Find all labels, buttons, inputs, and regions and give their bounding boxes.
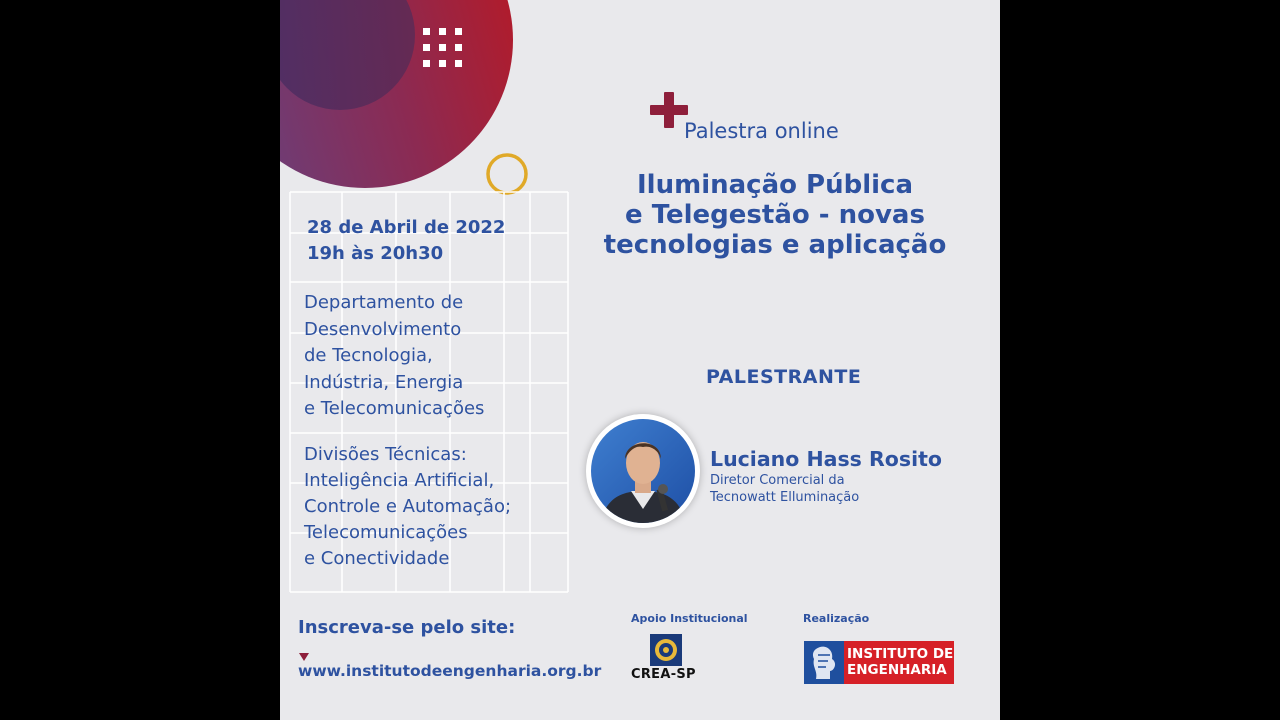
department-line: Departamento de [304,292,464,313]
event-datetime [307,215,547,267]
divisions-line: Inteligência Artificial, [304,470,495,491]
arrow-down-icon [299,653,309,661]
signup-label: Inscreva-se pelo site: [298,617,516,638]
divisions-line: Controle e Automação; [304,496,512,517]
talk-title [570,170,980,260]
support-name: CREA-SP [631,667,696,682]
event-poster [280,0,1000,720]
speaker-role-line: Diretor Comercial da [710,473,845,488]
department-line: Indústria, Energia [304,371,464,393]
department-block [304,290,564,423]
talk-title-line: Iluminação Pública [637,170,913,200]
department-line: e Telecomunicações [304,398,485,419]
event-date: 28 de Abril de 2022 [307,217,506,238]
speaker-name: Luciano Hass Rosito [710,447,942,471]
speaker-section-label: PALESTRANTE [706,366,862,388]
speaker-avatar-icon [591,419,695,523]
divisions-line: Divisões Técnicas: [304,444,467,465]
speaker-role [710,472,859,506]
organizer-label: Realização [803,612,870,625]
organizer-name-line: ENGENHARIA [847,662,947,678]
department-line: de Tecnologia, [304,345,433,366]
talk-title-line: e Telegestão - novas [625,200,925,230]
crea-sp-logo-icon [650,634,682,666]
event-type-label: Palestra online [684,119,839,143]
organizer-name [847,646,953,678]
support-label: Apoio Institucional [631,612,748,625]
plus-icon [650,92,688,128]
department-line: Desenvolvimento [304,318,462,340]
instituto-engenharia-logo [804,641,954,684]
divisions-line: Telecomunicações [304,522,468,543]
divisions-block [304,442,574,572]
speaker-photo [586,414,700,528]
event-time: 19h às 20h30 [307,243,444,264]
divisions-line: e Conectividade [304,548,450,569]
talk-title-line: tecnologias e aplicação [603,230,947,260]
dot-grid-icon [423,28,462,67]
speaker-role-line: Tecnowatt Elluminação [710,490,860,505]
organizer-name-line: INSTITUTO DE [847,646,954,662]
instituto-emblem-icon [804,641,844,684]
signup-url-link[interactable]: www.institutodeengenharia.org.br [298,662,602,680]
